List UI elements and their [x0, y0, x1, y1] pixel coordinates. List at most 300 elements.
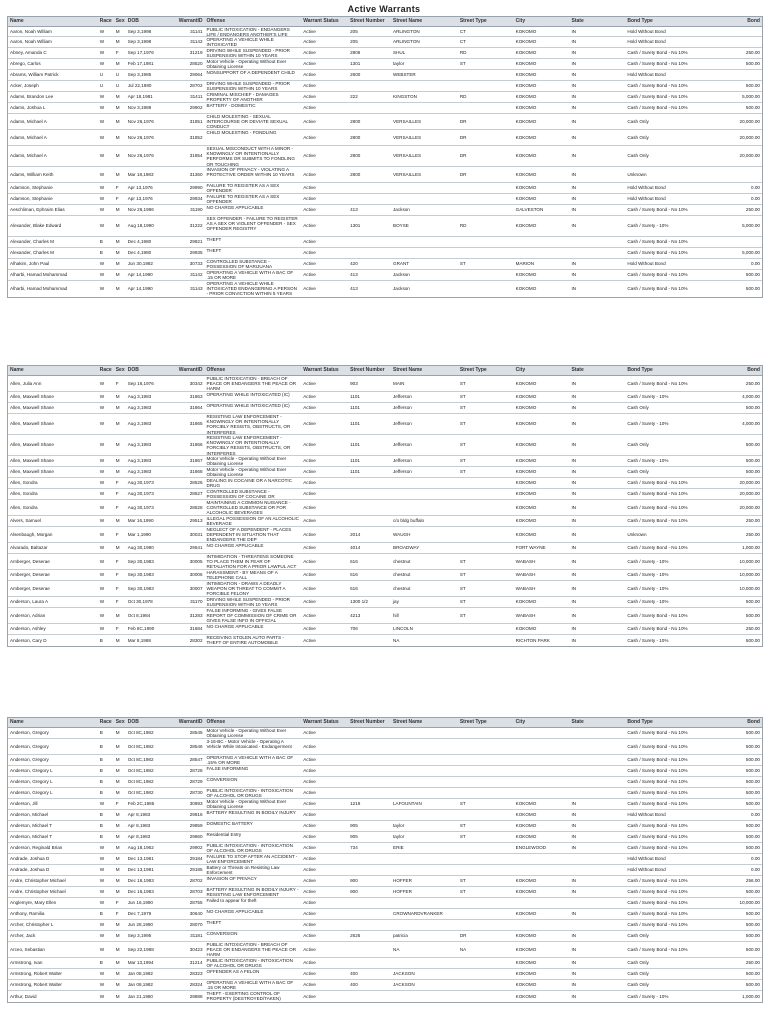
cell-dob: Jul 22,1980	[127, 83, 152, 89]
cell-city: KOKOMO	[515, 458, 537, 464]
cell-offense: RECEIVING STOLEN AUTO PARTS - THEFT OF ENTIRE AUTOMOBILE	[206, 635, 285, 646]
cell-bond: 500.00	[745, 599, 760, 605]
cell-bond-type: Cash / Surety Bond - No 10%	[627, 250, 688, 256]
cell-warrant-status: Active	[303, 134, 316, 140]
cell-bond: 500.00	[745, 637, 760, 643]
cell-warrant-id: 29860	[189, 834, 203, 840]
cell-warrant-id: 31864	[189, 405, 203, 411]
cell-street-type: ST	[459, 599, 466, 605]
cell-dob: Nov 26,1986	[127, 207, 154, 213]
cell-state: IN	[571, 171, 577, 177]
cell-race: W	[99, 394, 105, 400]
cell-warrant-status: Active	[303, 223, 316, 229]
table-row	[8, 570, 762, 581]
cell-warrant-id: 31868	[189, 469, 203, 475]
cell-bond-type: Cash / Surety Bond - No 10%	[627, 946, 688, 952]
table-row	[8, 543, 762, 554]
cell-warrant-id: 31684	[189, 626, 203, 632]
cell-bond-type: Cash Only	[627, 405, 649, 411]
cell-offense: NO CHARGE APPLICABLE	[206, 624, 264, 629]
cell-state: IN	[571, 531, 577, 537]
column-header-offense: Offense	[206, 366, 226, 373]
cell-warrant-id: 31852	[189, 134, 203, 140]
cell-bond-type: Cash Only	[627, 134, 649, 140]
cell-street-type	[458, 205, 514, 215]
cell-dob: Apr 13,1976	[127, 185, 153, 191]
cell-warrant-id: 28728	[189, 768, 203, 774]
cell-dob: Mar 18,1983	[127, 171, 154, 177]
cell-race: W	[99, 458, 105, 464]
cell-bond-type: Cash / Surety Bond - No 10%	[627, 757, 688, 763]
cell-warrant-status: Active	[303, 286, 316, 292]
cell-street-type: DR	[459, 118, 467, 124]
cell-state: IN	[571, 405, 577, 411]
cell-bond-type: Cash / Surety - 10%	[627, 394, 669, 400]
cell-city: KOKOMO	[515, 94, 537, 100]
cell-street-name: LAFOUNTAIN	[393, 801, 422, 807]
cell-city: RICHTON PARK	[515, 637, 550, 643]
cell-street-type: ST	[459, 61, 466, 67]
cell-name: Abrams, William Patrick	[10, 72, 59, 78]
table-row	[8, 942, 762, 958]
cell-name: Amberger, Deserae	[10, 585, 50, 591]
cell-state	[570, 755, 626, 765]
cell-dob: Dec 13,1981	[127, 867, 154, 873]
cell-offense: BATTERY - DOMESTIC	[206, 103, 256, 108]
cell-sex: M	[115, 878, 120, 884]
cell-street-type	[458, 865, 514, 875]
cell-state	[570, 920, 626, 930]
cell-sex: M	[115, 545, 120, 551]
cell-race: W	[99, 801, 105, 807]
cell-warrant-status: Active	[303, 730, 316, 736]
cell-state: IN	[571, 518, 577, 524]
cell-street-number	[348, 81, 391, 91]
cell-warrant-id: 29935	[189, 250, 203, 256]
cell-warrant-id: 31851	[189, 118, 203, 124]
cell-street-number	[348, 865, 391, 875]
column-header-state: State	[571, 17, 584, 24]
cell-street-type	[458, 194, 514, 204]
cell-street-type	[458, 810, 514, 820]
table-row	[8, 500, 762, 516]
cell-street-type: ST	[459, 421, 466, 427]
cell-bond: 20,000.00	[739, 118, 760, 124]
cell-warrant-status: Active	[303, 757, 316, 763]
cell-offense: PUBLIC INTOXICATION - ENDANGERS LIFE / ENDANGERS ANOTHER'S LIFE	[206, 27, 290, 36]
cell-offense: Residential Entry	[206, 832, 242, 837]
cell-street-number: 413	[350, 272, 358, 278]
cell-sex: M	[115, 889, 120, 895]
cell-race: B	[99, 768, 103, 774]
cell-street-name: HOFFER	[393, 878, 412, 884]
cell-dob: Feb 2C,1985	[127, 801, 155, 807]
table-row	[8, 435, 762, 456]
cell-dob: Mar 16,1990	[127, 518, 154, 524]
cell-street-type: ST	[459, 558, 466, 564]
cell-race: W	[99, 856, 105, 862]
column-header-name: Name	[10, 718, 24, 725]
cell-name: Anderson, Reginald Brian	[10, 845, 63, 851]
column-header-name: Name	[10, 366, 24, 373]
cell-warrant-id: 30006	[189, 572, 203, 578]
cell-city: KOKOMO	[515, 72, 537, 78]
cell-warrant-id: 31854	[189, 153, 203, 159]
cell-bond: 500.00	[745, 730, 760, 736]
cell-warrant-id: 31867	[189, 458, 203, 464]
cell-city: KOKOMO	[515, 394, 537, 400]
cell-warrant-id: 28546	[189, 743, 203, 749]
cell-city: GALVESTON	[515, 207, 544, 213]
cell-bond-type: Cash Only	[627, 960, 649, 966]
cell-dob: Nov 26,1976	[127, 118, 154, 124]
cell-bond: 500.00	[745, 982, 760, 988]
cell-bond-type: Cash / Surety Bond - No 10%	[627, 545, 688, 551]
cell-offense: OFFENDER AS A FELON	[206, 969, 260, 974]
cell-bond: 500.00	[745, 971, 760, 977]
cell-name: Abrego, Carlos	[10, 61, 41, 67]
cell-sex: U	[115, 83, 120, 89]
cell-warrant-status: Active	[303, 28, 316, 34]
cell-warrant-id: 30640	[189, 911, 203, 917]
cell-bond: 250.00	[745, 626, 760, 632]
cell-street-name: JACKSON	[393, 982, 415, 988]
cell-state: IN	[571, 993, 577, 999]
cell-street-type	[458, 624, 514, 634]
cell-name: Anderson, Laura A	[10, 599, 49, 605]
cell-bond: 10,000.00	[739, 900, 760, 906]
table-row	[8, 59, 762, 70]
cell-warrant-status: Active	[303, 72, 316, 78]
cell-city	[514, 755, 570, 765]
cell-bond: 250.00	[745, 207, 760, 213]
column-header-street-name: Street Name	[393, 718, 423, 725]
cell-bond-type: Hold Without Bond	[627, 856, 666, 862]
cell-offense: OPERATING WHILE INTOXICATED (IC)	[206, 392, 290, 397]
cell-street-name: LINCOLN	[393, 626, 413, 632]
cell-sex: M	[115, 39, 120, 45]
cell-city: KOKOMO	[515, 50, 537, 56]
cell-sex: M	[115, 834, 120, 840]
cell-race: W	[99, 599, 105, 605]
cell-dob: Dec 16,1983	[127, 878, 154, 884]
cell-street-type	[458, 788, 514, 798]
cell-offense: CONVERSION	[206, 777, 238, 782]
cell-street-name	[391, 728, 458, 738]
cell-race: W	[99, 531, 105, 537]
cell-race: W	[99, 922, 105, 928]
cell-dob: Aug 3,1983	[127, 469, 152, 475]
cell-street-number: 1101	[350, 442, 360, 448]
table-row	[8, 205, 762, 216]
cell-warrant-id: 31360	[189, 171, 203, 177]
cell-street-number: 903	[350, 380, 358, 386]
cell-bond-type: Cash / Surety - 10%	[627, 458, 669, 464]
cell-bond-type: Cash / Surety Bond - No 10%	[627, 730, 688, 736]
cell-sex: M	[115, 153, 120, 159]
cell-state: IN	[571, 971, 577, 977]
table-row	[8, 392, 762, 403]
column-header-sex: Sex	[115, 366, 125, 373]
cell-dob: Apr 8,1983	[127, 823, 151, 829]
cell-street-name: Jefferson	[393, 469, 412, 475]
cell-offense: CONTROLLED SUBSTANCE - POSSESSION OF MARIJUANA	[206, 259, 273, 269]
cell-street-number	[348, 183, 391, 193]
cell-sex: M	[115, 933, 120, 939]
cell-sex: M	[115, 394, 120, 400]
cell-race: B	[99, 834, 103, 840]
cell-dob: Dec 13,1981	[127, 856, 154, 862]
cell-bond: 5,000.00	[742, 223, 760, 229]
cell-city: KOKOMO	[515, 971, 537, 977]
cell-race: W	[99, 185, 105, 191]
cell-sex: M	[115, 405, 120, 411]
cell-street-type: ST	[459, 823, 466, 829]
cell-state: IN	[571, 394, 577, 400]
cell-street-type	[458, 270, 514, 280]
cell-race: W	[99, 626, 105, 632]
cell-name: Anderson, Michael	[10, 812, 49, 818]
table-row	[8, 788, 762, 799]
cell-offense: Motor Vehicle - Operating Without Ever Obtaining License	[206, 799, 287, 809]
cell-bond	[692, 237, 762, 247]
cell-state: IN	[571, 889, 577, 895]
cell-sex: M	[115, 612, 120, 618]
cell-street-number: 1101	[350, 405, 360, 411]
cell-city: KOKOMO	[515, 801, 537, 807]
column-header-street-name: Street Name	[393, 366, 423, 373]
cell-dob: Aug 3,1983	[127, 405, 152, 411]
column-header-street-type: Street Type	[459, 17, 487, 24]
cell-street-number: 1101	[350, 469, 360, 475]
cell-bond-type: Hold Without Bond	[627, 196, 666, 202]
cell-city: KOKOMO	[515, 286, 537, 292]
cell-city: KOKOMO	[515, 480, 537, 486]
cell-dob: Nov 26,1976	[127, 153, 154, 159]
cell-race: W	[99, 946, 105, 952]
cell-bond-type: Cash / Surety Bond - No 10%	[627, 286, 688, 292]
cell-dob: Jun 28,1990	[127, 922, 153, 928]
cell-dob: Jun 16,1990	[127, 900, 153, 906]
cell-name: Arthur, David	[10, 993, 37, 999]
cell-street-type: DR	[459, 171, 467, 177]
cell-race: W	[99, 572, 105, 578]
cell-street-number	[348, 942, 391, 957]
cell-street-number	[348, 489, 391, 499]
cell-race: B	[99, 779, 103, 785]
cell-race: B	[99, 911, 103, 917]
cell-state: IN	[571, 72, 577, 78]
cell-street-type: RD	[459, 50, 467, 56]
table-row	[8, 270, 762, 281]
cell-bond: 500.00	[745, 845, 760, 851]
cell-street-number	[348, 898, 391, 908]
cell-warrant-status: Active	[303, 105, 316, 111]
cell-warrant-id: 31214	[189, 960, 203, 966]
cell-bond-type: Cash / Surety Bond - No 10%	[627, 790, 688, 796]
cell-name: Allen, Maxwell Shane	[10, 469, 54, 475]
cell-warrant-id: 31181	[190, 933, 203, 939]
cell-warrant-status: Active	[303, 491, 316, 497]
cell-dob: Jun 30,1982	[127, 261, 153, 267]
cell-name: Allen, Maxwell Shane	[10, 405, 54, 411]
cell-warrant-status: Active	[303, 971, 316, 977]
cell-offense: BATTERY RESULTING IN BODILY INJURY	[206, 810, 296, 815]
cell-warrant-status: Active	[303, 933, 316, 939]
cell-warrant-id: 31865	[189, 421, 203, 427]
cell-offense: RESISTING LAW ENFORCEMENT - KNOWINGLY OR INTENTIONALLY FORCIBLY RESISTS, OBSTRUCTS, OR INTERFERES	[206, 435, 291, 455]
cell-city: KOKOMO	[515, 39, 537, 45]
cell-street-number: 1301	[350, 223, 361, 229]
cell-warrant-id: 28703	[189, 889, 203, 895]
cell-offense: Motor Vehicle - Operating Without Ever Obtaining License	[206, 456, 287, 466]
cell-warrant-id: 29934	[189, 196, 203, 202]
cell-city	[514, 898, 570, 908]
cell-name: Andre, Christopher Michael	[10, 889, 66, 895]
cell-state	[570, 766, 626, 776]
cell-sex: F	[115, 380, 119, 386]
column-header-city: City	[515, 17, 526, 24]
cell-name: Adams, Michael A	[10, 134, 47, 140]
cell-street-name	[391, 183, 458, 193]
cell-city: MARION	[515, 261, 535, 267]
cell-warrant-status: Active	[303, 405, 316, 411]
table-row	[8, 608, 762, 624]
cell-race: W	[99, 286, 105, 292]
cell-race: W	[99, 61, 105, 67]
cell-city: KOKOMO	[515, 518, 537, 524]
cell-street-name	[391, 810, 458, 820]
cell-name: Anderson, Gregory L	[10, 768, 53, 774]
cell-warrant-id: 29513	[189, 518, 203, 524]
cell-street-number: 413	[350, 207, 358, 213]
cell-race: W	[99, 469, 105, 475]
cell-dob: Oct 8C,1982	[127, 790, 154, 796]
cell-offense: DOMESTIC BATTERY	[206, 821, 253, 826]
cell-street-number	[348, 810, 391, 820]
cell-street-name: SHUL	[393, 50, 406, 56]
cell-bond: 500.00	[745, 946, 760, 952]
cell-street-name	[391, 920, 458, 930]
cell-street-type	[458, 103, 514, 113]
cell-street-name: BROADWAY	[393, 545, 420, 551]
cell-bond: 0.00	[751, 856, 760, 862]
cell-sex: M	[115, 239, 120, 245]
cell-bond: 500.00	[745, 834, 760, 840]
cell-street-name	[391, 755, 458, 765]
cell-street-name: WAUGH	[393, 531, 411, 537]
cell-bond: 500.00	[745, 922, 760, 928]
cell-dob: Nov 26,1976	[127, 134, 154, 140]
cell-sex: F	[115, 572, 119, 578]
cell-sex: M	[115, 61, 120, 67]
cell-street-number: 205	[350, 39, 358, 45]
cell-name: Archer, Jack	[10, 933, 36, 939]
cell-offense: Battery or Threats on Resisting Law Enforcement	[206, 865, 280, 875]
cell-warrant-id: 30733	[189, 261, 203, 267]
cell-warrant-id: 28528	[189, 504, 203, 510]
cell-bond-type: Cash / Surety Bond - No 10%	[627, 518, 688, 524]
cell-bond: 500.00	[745, 442, 760, 448]
cell-dob: Dec 4,1980	[127, 250, 152, 256]
cell-dob: Apr 14,1990	[127, 286, 153, 292]
cell-bond-type: Cash Only	[627, 971, 649, 977]
cell-warrant-status: Active	[303, 982, 316, 988]
cell-offense: SEX OFFENDER - FAILURE TO REGISTER AS A SEX OR VIOLENT OFFENDER - SEX OFFENDER REGISTRY	[206, 216, 298, 232]
cell-street-type: ST	[459, 405, 466, 411]
cell-bond-type: Cash / Surety - 10%	[627, 993, 669, 999]
table-row	[8, 920, 762, 931]
cell-sex: M	[115, 867, 120, 873]
cell-street-type: ST	[459, 572, 466, 578]
cell-street-name: hill	[393, 612, 399, 618]
cell-street-name: chestnut	[393, 572, 411, 578]
cell-state: IN	[571, 637, 577, 643]
cell-state: IN	[571, 261, 577, 267]
cell-bond-type: Cash / Surety - 10%	[627, 558, 669, 564]
cell-offense: OPERATING A VEHICLE WITH A BAC OF .15 OR MORE	[206, 270, 294, 280]
cell-city: KOKOMO	[515, 626, 537, 632]
cell-warrant-id: 28702	[189, 83, 203, 89]
cell-warrant-id: 28302	[189, 637, 203, 643]
cell-street-name	[391, 478, 458, 488]
cell-city	[514, 777, 570, 787]
column-header-warrant-status: Warrant Status	[303, 17, 339, 24]
cell-state: IN	[571, 83, 577, 89]
cell-state: IN	[571, 185, 577, 191]
cell-city: KOKOMO	[515, 982, 537, 988]
table-row	[8, 755, 762, 766]
cell-dob: Apr 13,1976	[127, 196, 153, 202]
cell-offense: SEXUAL MISCONDUCT WITH A MINOR - KNOWINGLY OR INTENTIONALLY PERFORMS OR SUBMITS TO FONDLING OR TOUCHING	[206, 146, 295, 166]
cell-warrant-status: Active	[303, 845, 316, 851]
cell-warrant-status: Active	[303, 900, 316, 906]
cell-name: Armstrong, Robert Walter	[10, 971, 62, 977]
cell-sex: M	[115, 261, 120, 267]
cell-street-number	[348, 635, 391, 646]
cell-warrant-id: 29064	[189, 72, 203, 78]
cell-name: Allen, Sondra	[10, 504, 38, 510]
cell-name: Allen, Maxwell Shane	[10, 394, 54, 400]
cell-warrant-status: Active	[303, 272, 316, 278]
cell-street-name: ARLINGTON	[393, 39, 420, 45]
cell-street-name: WEBSTER	[393, 72, 416, 78]
cell-street-number	[348, 991, 391, 1002]
cell-warrant-status: Active	[303, 585, 316, 591]
table-row	[8, 739, 762, 755]
cell-bond: 250.00	[745, 380, 760, 386]
cell-name: Archer, Christopher L	[10, 922, 54, 928]
cell-state: IN	[571, 545, 577, 551]
column-header-dob: DOB	[127, 718, 139, 725]
cell-warrant-status: Active	[303, 458, 316, 464]
cell-race: W	[99, 845, 105, 851]
cell-city: KOKOMO	[515, 134, 537, 140]
cell-city: WABASH	[515, 572, 536, 578]
cell-name: Andrade, Joshua D	[10, 867, 50, 873]
cell-race: W	[99, 612, 105, 618]
cell-dob: Sep 30,1983	[127, 558, 154, 564]
cell-sex: M	[115, 171, 120, 177]
cell-bond	[692, 70, 762, 80]
cell-state	[570, 865, 626, 875]
cell-warrant-status: Active	[303, 442, 316, 448]
cell-city: WABASH	[515, 612, 536, 618]
cell-dob: Oct 8C,1982	[127, 768, 154, 774]
table-row	[8, 281, 762, 297]
cell-street-type: RD	[459, 94, 467, 100]
cell-sex: F	[115, 585, 119, 591]
